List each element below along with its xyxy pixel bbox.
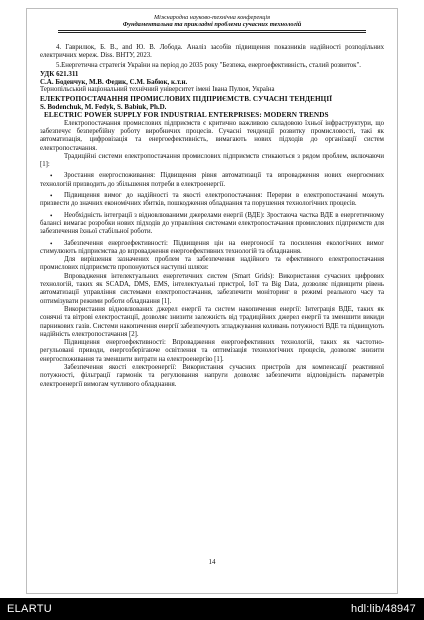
page-number: 14 <box>208 558 216 566</box>
article-title-en: ELECTRIC POWER SUPPLY FOR INDUSTRIAL ENTERPRISES: MODERN TRENDS <box>44 111 329 120</box>
body-paragraph: Впровадження інтелектуальних енергетичних систем (Smart Grids): Використання сучасних цифрових технологій, таких як SCADA, DMS, EMS, інтелектуальні пристрої, IoT та Big Data, дозволяє підвищити рівень автоматизації управління системами електропостачання, забезпечити моніторинг в режимі реального часу та оптимізувати режими роботи обладнання [1]. <box>40 272 384 305</box>
bullet-icon: • <box>50 172 53 181</box>
reference-item: 5.Енергетична стратегія України на період до 2035 року "Безпека, енергоефективність, сталий розвиток". <box>56 61 361 69</box>
affiliation: Тернопільський національний технічний університет імені Івана Пулюя, Україна <box>40 86 275 94</box>
header-rule-bottom <box>58 32 366 33</box>
reference-item: 4. Гаврилюк, Б. В., and Ю. В. Лобода. Аналіз засобів підвищення показників надійності розподільних електричних мереж. Diss. ВНТУ, 2023. <box>40 44 384 60</box>
body-paragraph: Для вирішення зазначених проблем та забезпечення надійного та ефективного електропостачання промислових підприємств пропонуються наступні шляхи: <box>40 256 384 272</box>
body-paragraph: Забезпечення якості електроенергії: Використання сучасних пристроїв для компенсації реактивної потужності, фільтрації гармонік та регулювання напруги дозволяє забезпечити відповідність параметрів електроенергії вимогам чутливого обладнання. <box>40 363 384 388</box>
article-title-ua: ЕЛЕКТРОПОСТАЧАННЯ ПРОМИСЛОВИХ ПІДПРИЄМСТВ. СУЧАСНІ ТЕНДЕНЦІЇ <box>40 94 333 103</box>
bullet-text: Підвищення вимог до надійності та якості електропостачання: Перерви в електропостачанні можуть призвести до значних економічних збитків, пошкодження обладнання та порушення технологічних процесів. <box>40 192 384 208</box>
bullet-text: Забезпечення енергоефективності: Підвищення цін на енергоносії та посилення екологічних вимог стимулюють підприємства до впровадження енергоефективних технологій та обладнання. <box>40 239 384 255</box>
conference-series-header: Фундаментальна та прикладні проблеми сучасних технологій <box>122 21 302 28</box>
repository-name: ELARTU <box>7 603 52 615</box>
conference-header: Міжнародна науково-технічна конференція <box>154 14 270 21</box>
handle-link[interactable]: hdl:lib/48947 <box>351 603 416 615</box>
body-paragraph: Традиційні системи електропостачання промислових підприємств стикаються з рядом проблем, включаючи [1]: <box>40 152 384 169</box>
bullet-text: Необхідність інтеграції з відновлюваними джерелами енергії (ВДЕ): Зростаюча частка ВДЕ в енергетичному балансі вимагає розробки нових підходів до управління системами електропостачання промислових підприємств для забезпечення їхньої стабільної роботи. <box>40 211 384 236</box>
authors-en: S. Bodenchuk, M. Fedyk, S. Babiuk, Ph.D. <box>40 103 167 112</box>
authors-ua: С.А. Боденчук, М.В. Федик, С.М. Бабюк, к.т.н. <box>40 78 188 87</box>
bullet-icon: • <box>50 211 53 220</box>
repository-footer-bar <box>0 598 424 620</box>
body-paragraph: Електропостачання промислових підприємств є критично важливою складовою їхньої інфраструктури, що забезпечує безперебійну роботу виробничих процесів. Сучасні тенденції розвитку промисловості, такі як автоматизація, цифровізація та енергоефективність, вимагають нових підходів до організації систем електропостачання. <box>40 119 384 152</box>
body-paragraph: Підвищення енергоефективності: Впровадження енергоефективних технологій, таких як частотно-регульовані приводи, енергозберігаюче освітлення та оптимізація технологічних процесів, дозволяє знизити енергоспоживання та зменшити витрати на електроенергію [1]. <box>40 339 384 363</box>
bullet-item <box>40 212 384 237</box>
page-content <box>40 44 384 389</box>
udk-code: УДК 621.311 <box>40 69 79 78</box>
bullet-icon: • <box>50 239 53 248</box>
header-rule-top <box>58 30 366 31</box>
bullet-text: Зростання енергоспоживання: Підвищення рівня автоматизації та впровадження нових енергоємних технологій призводить до збільшення потреби в електроенергії. <box>40 172 384 188</box>
bullet-icon: • <box>50 192 53 201</box>
bullet-item <box>40 240 384 257</box>
bullet-item <box>40 172 384 189</box>
bullet-item <box>40 192 384 209</box>
body-paragraph: Використання відновлюваних джерел енергії та систем накопичення енергії: Інтеграція ВДЕ, таких як сонячні та вітрові електростанції, дозволяє знизити залежність від традиційних джерел енергії та зменшити викиди парникових газів. Системи накопичення енергії забезпечують згладжування коливань потужності ВДЕ та підвищують надійність електропостачання [2]. <box>40 305 384 338</box>
